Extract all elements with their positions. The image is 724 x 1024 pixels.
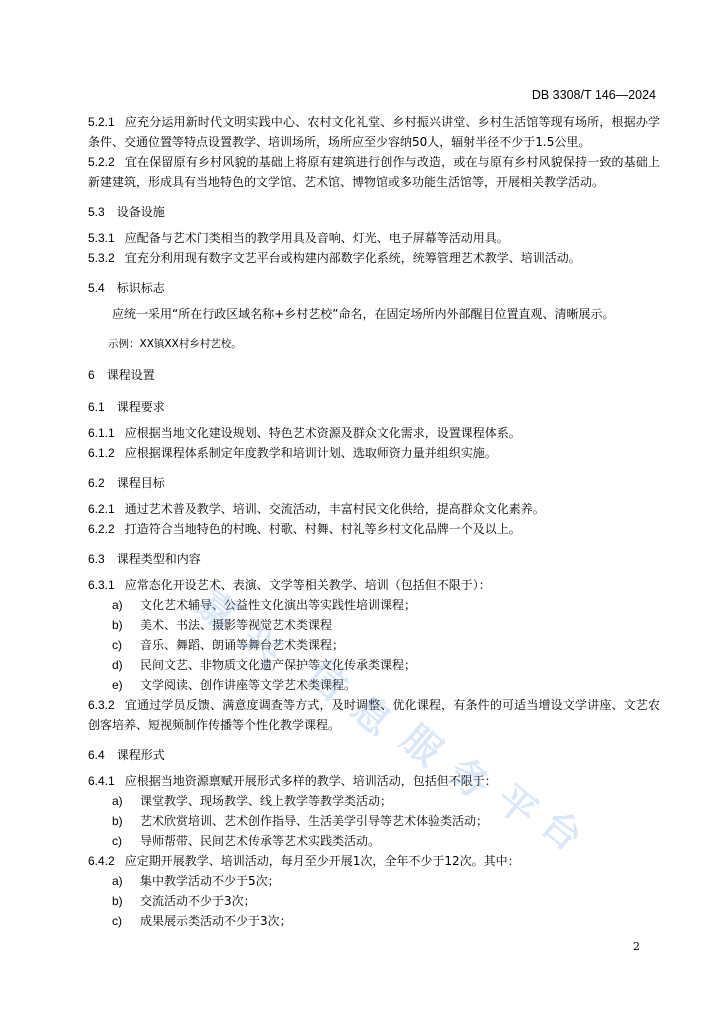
list-text: 文学阅读、创作讲座等文学艺术类课程。: [140, 677, 357, 692]
list-item: [112, 655, 660, 675]
clause-number: 6.4.2: [88, 853, 115, 868]
clause-number: 6.3.1: [88, 577, 115, 592]
example-note: 示例：XX镇XX村乡村艺校。: [108, 337, 242, 350]
clause-6-3-1: [88, 575, 660, 595]
clause-6-2-1: [88, 499, 660, 519]
clause-text: 应根据课程体系制定年度教学和培训计划、选取师资力量并组织实施。: [124, 445, 497, 460]
heading-number: 6.2: [88, 475, 105, 490]
list-label: d): [112, 657, 123, 672]
list-item: [112, 891, 660, 911]
list-text: 艺术欣赏培训、艺术创作指导、生活美学引导等艺术体验类活动；: [140, 813, 489, 828]
heading-number: 6.4: [88, 747, 105, 762]
list-item: [112, 615, 660, 635]
clause-number: 6.2.1: [88, 501, 115, 516]
list-text: 交流活动不少于3次；: [140, 893, 256, 908]
heading-title: 设备设施: [116, 205, 165, 219]
clause-text: 应定期开展教学、培训活动，每月至少开展1次，全年不少于12次。其中：: [124, 853, 520, 868]
list-item: [112, 811, 660, 831]
heading-title: 课程设置: [106, 367, 155, 382]
heading-6-1: [88, 397, 660, 417]
clause-number: 5.3.1: [88, 231, 115, 245]
list-label: c): [112, 913, 122, 928]
list-text: 音乐、舞蹈、朗诵等舞台艺术类课程；: [140, 637, 345, 652]
clause-text: 应根据当地资源禀赋开展形式多样的教学、培训活动，包括但不限于：: [124, 773, 497, 788]
clause-5-4-text: 应统一采用“所在行政区域名称+乡村艺校”命名，在固定场所内外部醒目位置直观、清晰展示。: [112, 307, 615, 321]
list-text: 集中教学活动不少于5次；: [140, 873, 280, 888]
clause-number: 6.3.2: [88, 697, 115, 712]
clause-number: 6.1.1: [88, 425, 115, 440]
list-label: c): [112, 833, 122, 848]
list-label: b): [112, 893, 123, 908]
clause-text: 应配备与艺术门类相当的教学用具及音响、灯光、电子屏幕等活动用具。: [124, 231, 509, 245]
clause-number: 5.3.2: [88, 251, 115, 265]
watermark-char: 服: [393, 716, 451, 775]
list-label: a): [112, 793, 123, 808]
list-item: [112, 595, 660, 615]
list-label: a): [112, 597, 123, 612]
list-text: 课堂教学、现场教学、线上教学等教学类活动；: [140, 793, 393, 808]
clause-5-3-2: [88, 248, 660, 268]
heading-6-3: [88, 549, 660, 569]
clause-text: 宜充分利用现有数字文艺平台或构建内部数字化系统，统筹管理艺术教学、培训活动。: [124, 251, 581, 265]
heading-6-2: [88, 473, 660, 493]
clause-6-1-1: [88, 423, 660, 443]
heading-title: 课程目标: [116, 475, 165, 490]
clause-5-2-1: [88, 112, 660, 152]
clause-number: 6.2.2: [88, 521, 115, 536]
clause-5-2-2: [88, 152, 660, 192]
heading-number: 5.4: [88, 281, 105, 295]
list-label: e): [112, 677, 123, 692]
clause-text: 通过艺术普及教学、培训、交流活动，丰富村民文化供给，提高群众文化素养。: [124, 501, 545, 516]
clause-6-4-1: [88, 771, 660, 791]
heading-6: [88, 365, 660, 385]
watermark-char: 台: [533, 801, 591, 860]
heading-title: 课程类型和内容: [116, 551, 201, 566]
content: [88, 112, 660, 931]
list-label: b): [112, 617, 123, 632]
heading-number: 6.3: [88, 551, 105, 566]
heading-title: 标识标志: [116, 281, 165, 295]
watermark-char: 平: [488, 776, 546, 835]
watermark-char: 信: [298, 651, 356, 710]
clause-6-3-2: [88, 695, 660, 735]
watermark-char: 息: [343, 686, 401, 745]
list-text: 文化艺术辅导、公益性文化演出等实践性培训课程；: [140, 597, 417, 612]
clause-text: 宜通过学员反馈、满意度调查等方式，及时调整、优化课程，有条件的可适当增设文学讲座、文艺农创客培养、短视频制作传播等个性化教学课程。: [88, 697, 660, 732]
clause-text: 打造符合当地特色的村晚、村歌、村舞、村礼等乡村文化品牌一个及以上。: [124, 521, 521, 536]
list-text: 民间文艺、非物质文化遗产保护等文化传承类课程；: [140, 657, 417, 672]
watermark-char: 嘉: [188, 581, 246, 640]
list-item: [112, 791, 660, 811]
heading-number: 6.1: [88, 399, 105, 414]
clause-number: 6.4.1: [88, 773, 115, 788]
list-text: 成果展示类活动不少于3次；: [140, 913, 292, 928]
list-item: [112, 831, 660, 851]
heading-title: 课程形式: [116, 747, 165, 762]
clause-5-3-1: [88, 228, 660, 248]
list-item: [112, 911, 660, 931]
heading-5-3: [88, 202, 660, 222]
list-label: c): [112, 637, 122, 652]
clause-6-4-2: [88, 851, 660, 871]
clause-text: 宜在保留原有乡村风貌的基础上将原有建筑进行创作与改造，或在与原有乡村风貌保持一致的基础上新建建筑，形成具有当地特色的文学馆、艺术馆、博物馆或多功能生活馆等，开展相关教学活动。: [88, 155, 660, 189]
clause-number: 5.2.2: [88, 155, 115, 169]
heading-number: 5.3: [88, 205, 105, 219]
page-number: 2: [633, 940, 640, 953]
clause-number: 6.1.2: [88, 445, 115, 460]
standard-code: DB 3308/T 146—2024: [531, 88, 656, 102]
clause-text: 应充分运用新时代文明实践中心、农村文化礼堂、乡村振兴讲堂、乡村生活馆等现有场所，根据办学条件、交通位置等特点设置教学、培训场所，场所应至少容纳50人，辐射半径不少于1.5公里。: [88, 115, 660, 149]
clause-number: 5.2.1: [88, 115, 115, 129]
clause-6-1-2: [88, 443, 660, 463]
heading-number: 6: [88, 367, 95, 382]
list-item: [112, 635, 660, 655]
heading-5-4: [88, 278, 660, 298]
heading-title: 课程要求: [116, 399, 165, 414]
list-text: 导师帮带、民间艺术传承等艺术实践类活动。: [140, 833, 381, 848]
clause-text: 应常态化开设艺术、表演、文学等相关教学、培训（包括但不限于）：: [124, 577, 491, 592]
list-text: 美术、书法、摄影等视觉艺术类课程: [140, 617, 333, 632]
watermark-char: 兴: [233, 616, 291, 675]
heading-6-4: [88, 745, 660, 765]
list-item: [112, 871, 660, 891]
list-item: [112, 675, 660, 695]
list-label: a): [112, 873, 123, 888]
list-label: b): [112, 813, 123, 828]
clause-text: 应根据当地文化建设规划、特色艺术资源及群众文化需求，设置课程体系。: [124, 425, 521, 440]
watermark-char: 务: [440, 749, 498, 808]
clause-6-2-2: [88, 519, 660, 539]
